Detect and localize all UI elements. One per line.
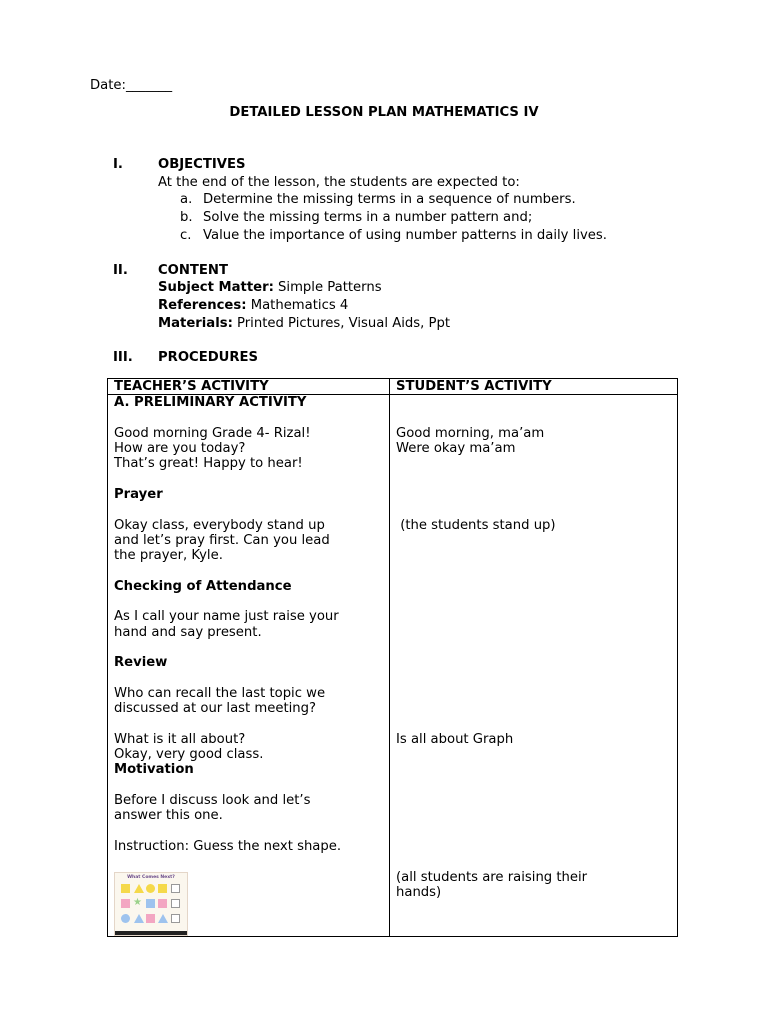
section-numeral-procedures: III. (113, 350, 133, 365)
worksheet-footer-bar (115, 931, 187, 935)
teacher-line: the prayer, Kyle. (114, 548, 223, 564)
document-title: DETAILED LESSON PLAN MATHEMATICS IV (229, 105, 539, 120)
answer-box (171, 914, 180, 923)
teacher-activity-cell (108, 395, 390, 936)
student-line: Good morning, ma’am (396, 425, 545, 441)
objective-item: Determine the missing terms in a sequence of numbers. (203, 192, 576, 207)
section-numeral-content: II. (113, 263, 128, 278)
instruction-line: Instruction: Guess the next shape. (114, 838, 342, 854)
objective-letter: b. (180, 210, 193, 225)
procedures-table (107, 378, 678, 937)
column-header-teacher: TEACHER’S ACTIVITY (108, 379, 390, 395)
teacher-line: That’s great! Happy to hear! (114, 456, 303, 472)
materials-label: Materials: (158, 316, 233, 331)
section-heading-objectives: OBJECTIVES (158, 157, 246, 172)
teacher-line: As I call your name just raise your (114, 609, 339, 625)
objectives-intro: At the end of the lesson, the students are expected to: (158, 175, 520, 190)
teacher-line: How are you today? (114, 441, 246, 457)
square-shape (121, 899, 130, 908)
square-shape (146, 914, 155, 923)
student-line: hands) (396, 884, 442, 900)
circle-shape (146, 884, 155, 893)
teacher-line: Good morning Grade 4- Rizal! (114, 425, 311, 441)
teacher-line: discussed at our last meeting? (114, 701, 317, 717)
star-shape: ★ (133, 896, 142, 908)
references-line (158, 298, 348, 313)
student-activity-cell (390, 395, 678, 936)
student-line: Is all about Graph (396, 731, 514, 747)
section-numeral-objectives: I. (113, 157, 123, 172)
worksheet-image (114, 872, 188, 936)
preliminary-heading: A. PRELIMINARY ACTIVITY (114, 395, 307, 411)
triangle-shape (134, 884, 144, 893)
student-line: (the students stand up) (396, 517, 556, 533)
motivation-heading: Motivation (114, 762, 194, 778)
materials-line (158, 316, 450, 331)
square-shape (146, 899, 155, 908)
section-heading-procedures: PROCEDURES (158, 350, 259, 365)
objective-letter: a. (180, 192, 193, 207)
section-heading-content: CONTENT (158, 263, 228, 278)
teacher-line: answer this one. (114, 808, 223, 824)
triangle-shape (134, 914, 144, 923)
worksheet-title: What Comes Next? (127, 874, 175, 880)
attendance-heading: Checking of Attendance (114, 578, 292, 594)
subject-matter-line (158, 280, 382, 295)
subject-matter-label: Subject Matter: (158, 280, 274, 295)
triangle-shape (158, 914, 168, 923)
teacher-line: and let’s pray first. Can you lead (114, 532, 330, 548)
teacher-line: Okay, very good class. (114, 747, 264, 763)
answer-box (171, 884, 180, 893)
objective-item: Value the importance of using number patterns in daily lives. (203, 228, 607, 243)
square-shape (158, 884, 167, 893)
teacher-line: What is it all about? (114, 731, 246, 747)
student-line: (all students are raising their (396, 869, 588, 885)
objective-letter: c. (180, 228, 192, 243)
materials-value: Printed Pictures, Visual Aids, Ppt (232, 316, 451, 331)
teacher-line: hand and say present. (114, 624, 262, 640)
teacher-line: Okay class, everybody stand up (114, 517, 325, 533)
column-header-student: STUDENT’S ACTIVITY (390, 379, 678, 395)
references-value: Mathematics 4 (246, 298, 349, 313)
teacher-line: Who can recall the last topic we (114, 685, 326, 701)
prayer-heading: Prayer (114, 487, 163, 503)
subject-matter-value: Simple Patterns (273, 280, 382, 295)
student-line: Were okay ma’am (396, 441, 516, 457)
square-shape (158, 899, 167, 908)
date-field: Date:_______ (90, 78, 173, 93)
references-label: References: (158, 298, 247, 313)
circle-shape (121, 914, 130, 923)
teacher-line: Before I discuss look and let’s (114, 793, 311, 809)
review-heading: Review (114, 655, 168, 671)
objective-item: Solve the missing terms in a number pattern and; (203, 210, 533, 225)
answer-box (171, 899, 180, 908)
square-shape (121, 884, 130, 893)
